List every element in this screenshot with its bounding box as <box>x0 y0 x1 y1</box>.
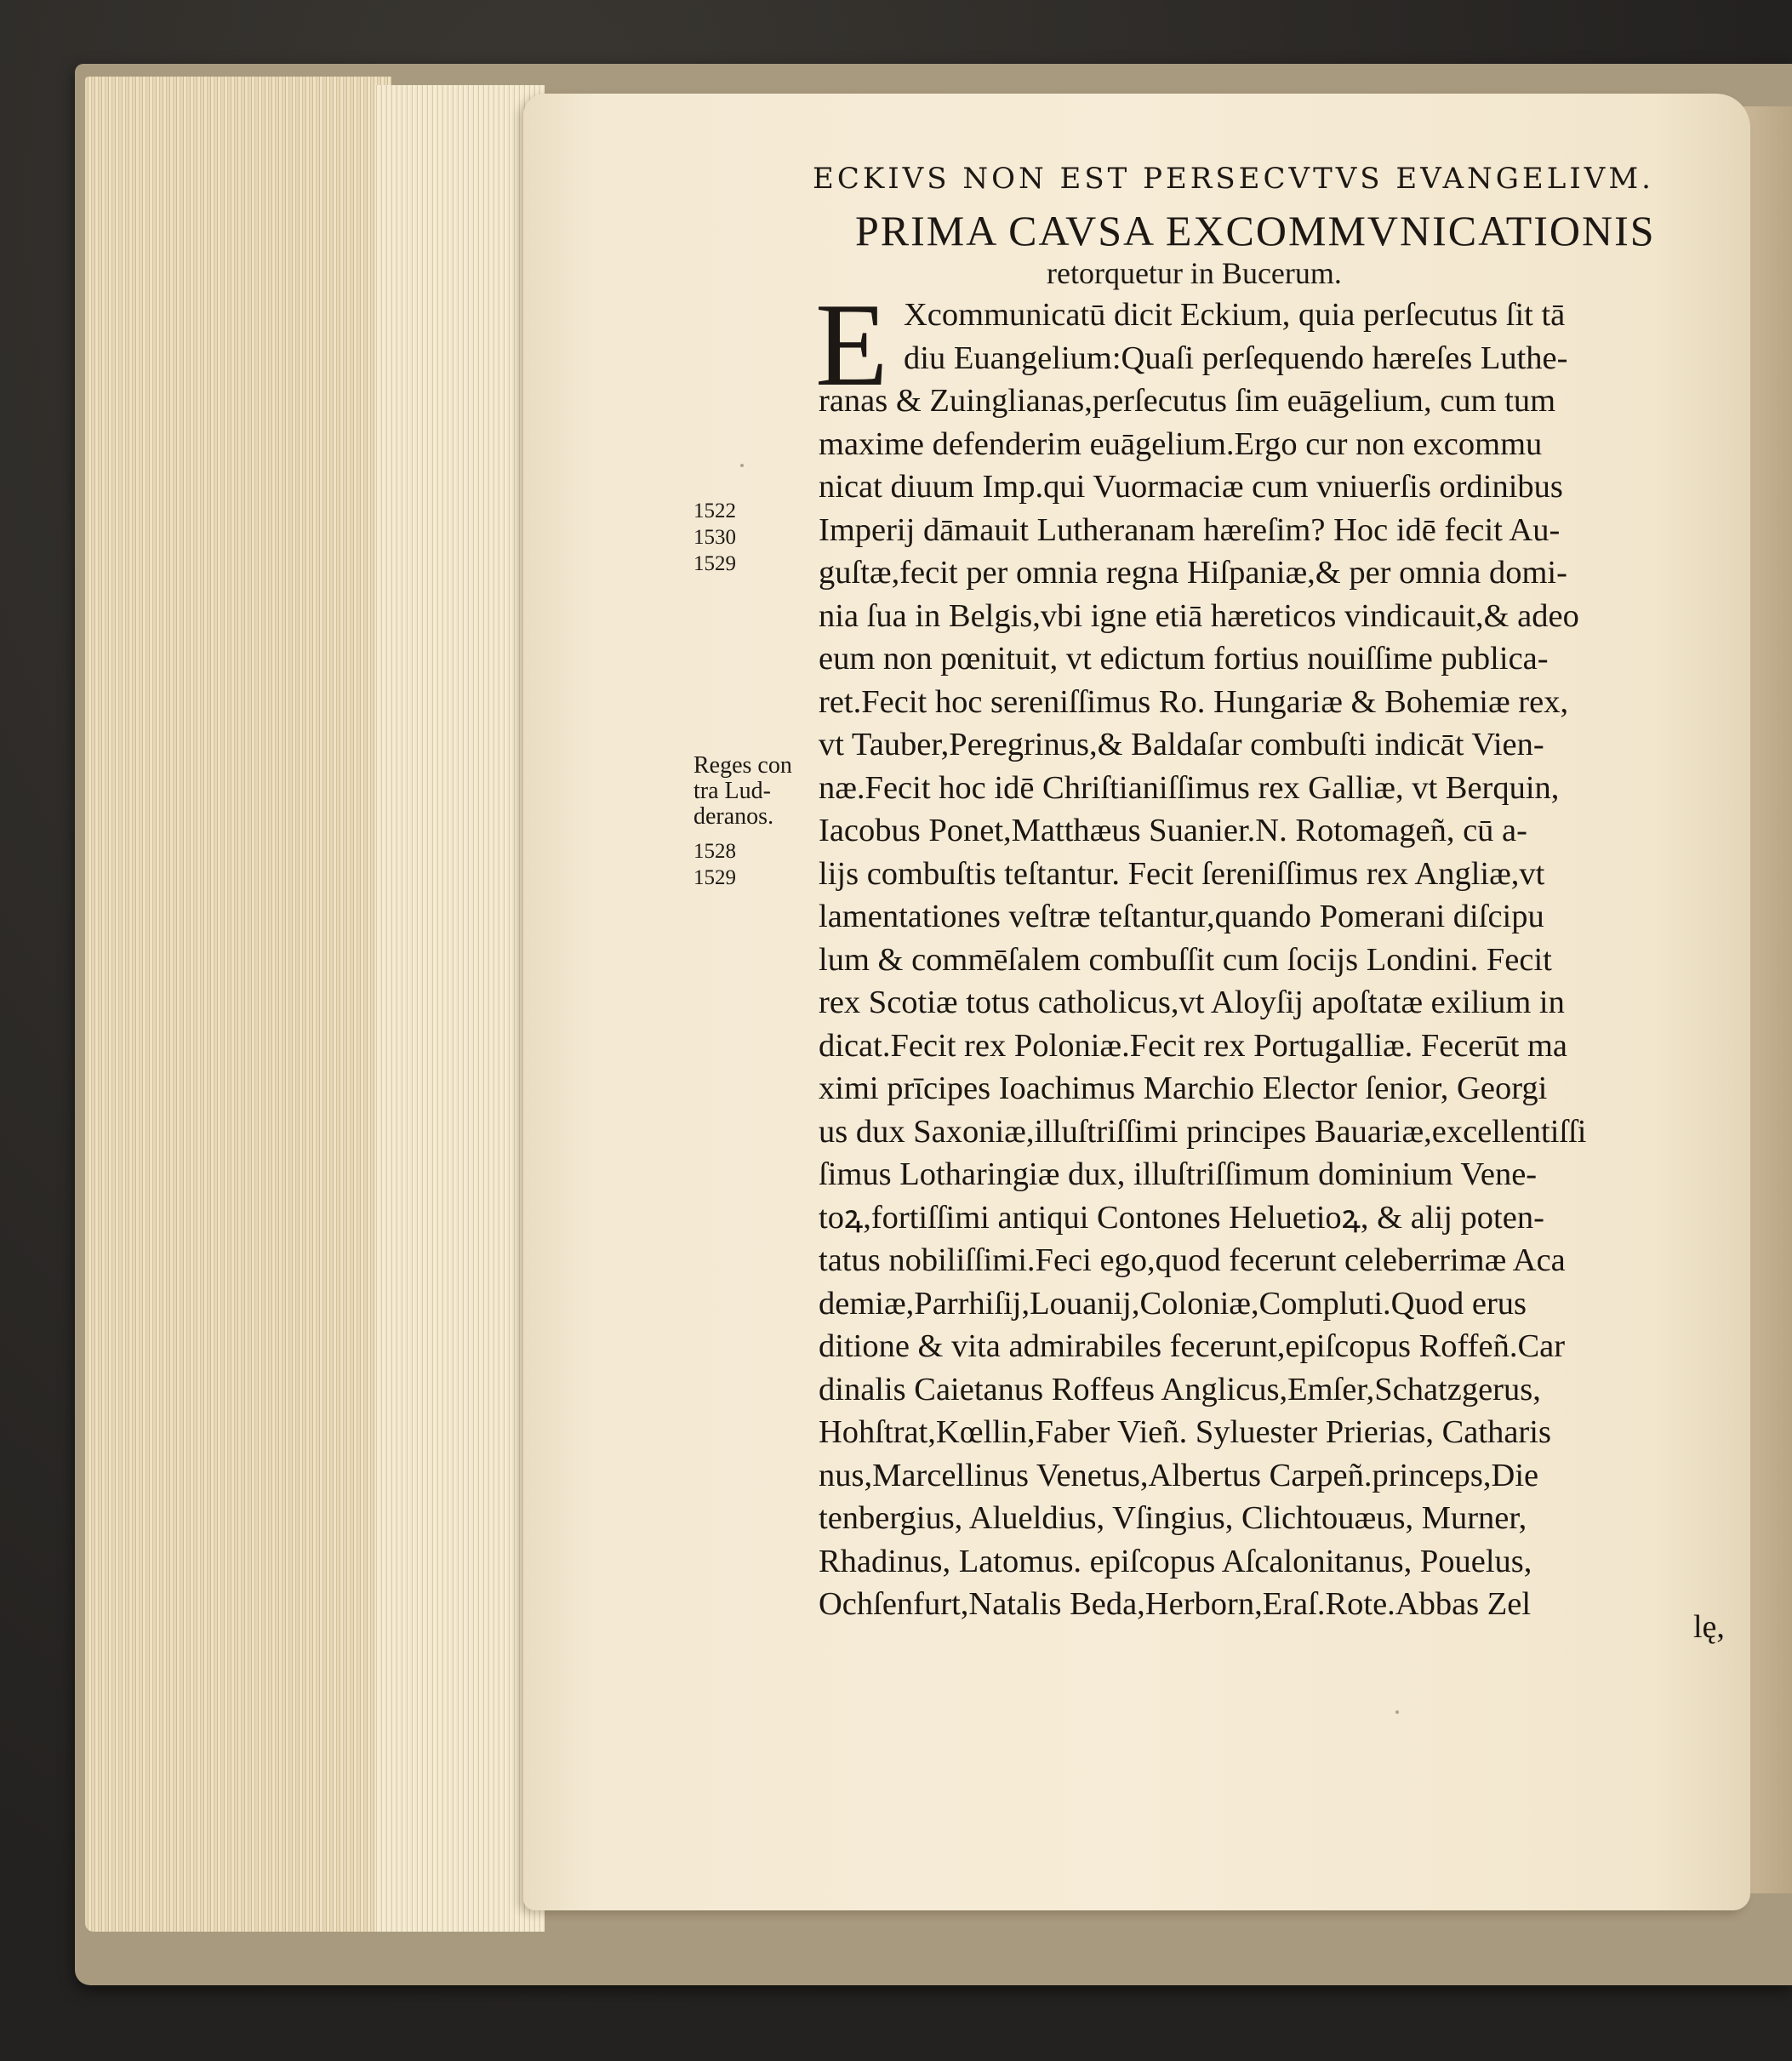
text-line: Rhadinus, Latomus. epiſcopus Aſcalonitanus, Pouelus, <box>819 1543 1532 1579</box>
page-edges-left <box>85 77 391 1932</box>
text-line: rex Scotiæ totus catholicus,vt Aloyſij apoſtatæ exilium in <box>819 985 1565 1020</box>
text-line: Imperij dāmauit Lutheranam hæreſim? Hoc idē fecit Au- <box>819 511 1561 548</box>
margin-note-line: 1528 <box>693 840 736 863</box>
text-line: næ.Fecit hoc idē Chriſtianiſſimus rex Galliæ, vt Berquin, <box>819 769 1560 806</box>
text-line: demiæ,Parrhiſij,Louanij,Coloniæ,Compluti.Quod erus <box>819 1285 1527 1322</box>
margin-years-top <box>693 498 736 577</box>
margin-note-reges <box>693 753 792 830</box>
paper-speck <box>1395 1710 1399 1714</box>
running-head: ECKIVS NON EST PERSECVTVS EVANGELIVM. <box>813 162 1654 196</box>
text-line: ranas & Zuinglianas,perſecutus ſim euāgelium, cum tum <box>819 383 1556 419</box>
text-line: vt Tauber,Peregrinus,& Baldaſar combuſti indicāt Vien- <box>819 727 1544 762</box>
margin-note-line: deranos. <box>693 803 774 830</box>
margin-note-line: 1529 <box>693 866 736 889</box>
margin-note-line: 1529 <box>693 552 736 575</box>
text-line: maxime defenderim euāgelium.Ergo cur non excommu <box>819 425 1543 462</box>
text-line: lamentationes veſtræ teſtantur,quando Pomerani diſcipu <box>819 899 1544 934</box>
text-line: lijs combuſtis teſtantur. Fecit ſereniſſimus rex Angliæ,vt <box>819 855 1545 892</box>
text-line: toꝝ,fortiſſimi antiqui Contones Heluetioꝝ, & alij poten- <box>819 1199 1544 1236</box>
text-line: nicat diuum Imp.qui Vuormaciæ cum vniuerſis ordinibus <box>819 469 1563 505</box>
drop-cap: E <box>815 279 888 411</box>
text-line: dinalis Caietanus Roffeus Anglicus,Emſer,Schatzgerus, <box>819 1371 1541 1407</box>
chapter-subtitle: retorquetur in Bucerum. <box>1047 256 1342 290</box>
page-edges-inner <box>374 85 545 1932</box>
margin-note-line: tra Lud- <box>693 778 771 804</box>
margin-years-bottom <box>693 838 736 891</box>
text-line: tatus nobiliſſimi.Feci ego,quod fecerunt celeberrimæ Aca <box>819 1242 1566 1278</box>
text-line: us dux Saxoniæ,illuſtriſſimi principes Bauariæ,excellentiſſi <box>819 1113 1587 1150</box>
body-text <box>819 294 1721 1626</box>
text-line: diu Euangelium:Quaſi perſequendo hæreſes Luthe- <box>904 340 1568 376</box>
paper-speck <box>740 464 744 467</box>
text-line: tenbergius, Alueldius, Vſingius, Clichtouæus, Murner, <box>819 1500 1527 1536</box>
text-line: Xcommunicatū dicit Eckium, quia perſecutus ſit tā <box>904 297 1566 333</box>
text-line: lum & commēſalem combuſſit cum ſocijs Londini. Fecit <box>819 941 1552 978</box>
margin-note-line: Reges con <box>693 752 792 779</box>
margin-note-line: 1530 <box>693 526 736 549</box>
text-line: dicat.Fecit rex Poloniæ.Fecit rex Portugalliæ. Fecerūt ma <box>819 1027 1567 1064</box>
margin-note-line: 1522 <box>693 500 736 522</box>
text-line: Ochſenfurt,Natalis Beda,Herborn,Eraſ.Rote.Abbas Zel <box>819 1586 1532 1622</box>
text-line: Hohſtrat,Kœllin,Faber Vieñ. Syluester Prierias, Catharis <box>819 1414 1551 1450</box>
text-line: nia ſua in Belgis,vbi igne etiā hæreticos vindicauit,& adeo <box>819 597 1579 634</box>
text-line: nus,Marcellinus Venetus,Albertus Carpeñ.princeps,Die <box>819 1457 1539 1493</box>
text-line: ditione & vita admirabiles fecerunt,epiſcopus Roffeñ.Car <box>819 1328 1566 1364</box>
text-line: ximi prīcipes Ioachimus Marchio Elector ſenior, Georgi <box>819 1070 1548 1106</box>
chapter-title: PRIMA CAVSA EXCOMMVNICATIONIS <box>855 207 1656 254</box>
text-line: eum non pœnituit, vt edictum fortius nouiſſime publica- <box>819 641 1549 677</box>
text-line: ret.Fecit hoc sereniſſimus Ro. Hungariæ & Bohemiæ rex, <box>819 683 1569 720</box>
catchword: lę, <box>1693 1609 1725 1645</box>
text-line: ſimus Lotharingiæ dux, illuſtriſſimum dominium Vene- <box>819 1156 1538 1192</box>
text-line: guſtæ,fecit per omnia regna Hiſpaniæ,& per omnia domi- <box>819 555 1567 591</box>
text-line: Iacobus Ponet,Matthæus Suanier.N. Rotomageñ, cū a- <box>819 813 1527 848</box>
